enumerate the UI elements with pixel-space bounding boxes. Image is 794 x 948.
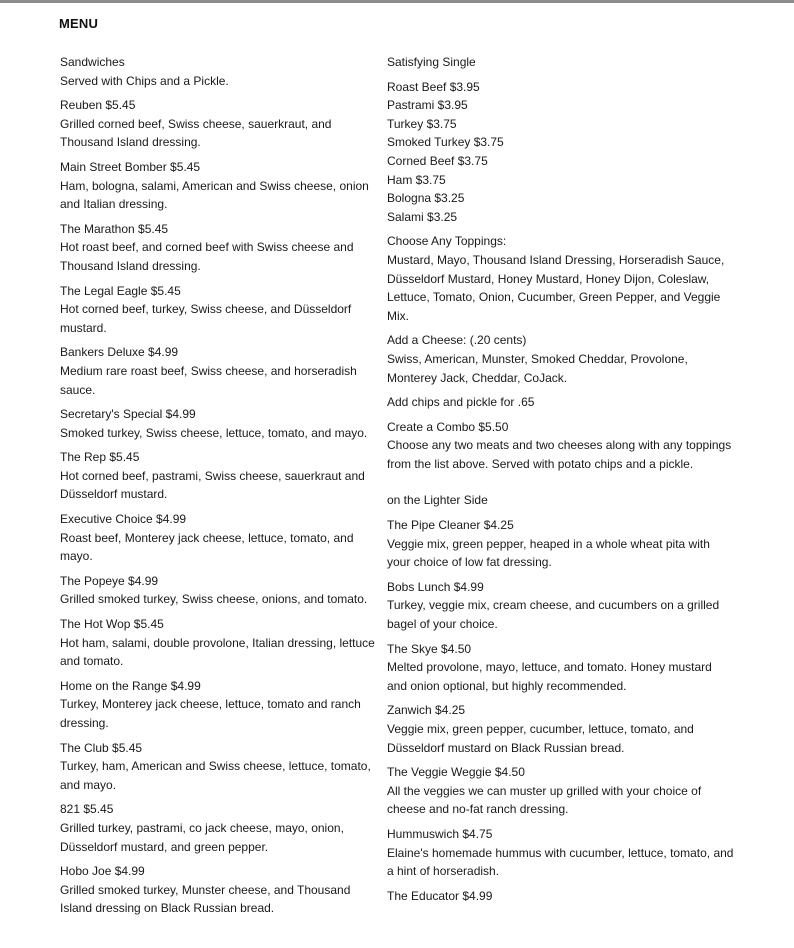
menu-item-heading: Executive Choice $4.99 [60,512,187,527]
menu-item-block [387,516,742,572]
menu-item-heading: Secretary's Special $4.99 [60,407,196,422]
menu-item-heading: Hummuswich $4.75 [387,826,493,841]
menu-item-block [60,405,380,442]
menu-item-block [387,331,742,387]
menu-item-heading: Reuben $5.45 [60,98,136,113]
menu-item-text: Düsseldorf Mustard, Honey Mustard, Honey Dijon, Coleslaw, [387,271,710,286]
menu-item-block [60,158,380,214]
menu-item-text: your choice of low fat dressing. [387,555,552,570]
menu-item-text: and Italian dressing. [60,197,168,212]
menu-item-text: Pastrami $3.95 [387,98,468,113]
menu-column-left [60,53,380,924]
menu-item-block [60,615,380,671]
menu-item-text: Smoked Turkey $3.75 [387,135,504,150]
menu-item-text: Roast beef, Monterey jack cheese, lettuce, tomato, and [60,530,354,545]
menu-item-text: Ham, bologna, salami, American and Swiss cheese, onion [60,178,369,193]
menu-item-heading: on the Lighter Side [387,493,488,508]
menu-item-block [60,282,380,338]
menu-item-text: Hot ham, salami, double provolone, Italian dressing, lettuce [60,635,375,650]
menu-item-block [60,343,380,399]
menu-item-text: and onion optional, but highly recommended. [387,678,627,693]
menu-item-text: from the list above. Served with potato chips and a pickle. [387,456,694,471]
menu-item-text: Lettuce, Tomato, Onion, Cucumber, Green Pepper, and Veggie [387,290,721,305]
menu-item-block [387,640,742,696]
menu-item-heading: Satisfying Single [387,55,476,69]
menu-item-block [387,418,742,474]
menu-item-block [60,572,380,609]
menu-item-text: Melted provolone, mayo, lettuce, and tomato. Honey mustard [387,660,712,675]
menu-item-heading: 821 $5.45 [60,802,114,817]
menu-item-text: Veggie mix, green pepper, cucumber, lettuce, tomato, and [387,722,694,736]
menu-item-heading: Sandwiches [60,55,125,69]
menu-item-text: Turkey, veggie mix, cream cheese, and cucumbers on a grilled [387,598,720,613]
menu-item-heading: Home on the Range $4.99 [60,678,201,693]
top-border [0,0,794,3]
menu-item-text: Hot roast beef, and corned beef with Swiss cheese and [60,240,354,255]
menu-item-text: Turkey $3.75 [387,116,457,131]
menu-item-block [60,739,380,795]
menu-item-block [387,78,742,227]
menu-item-text: mustard. [60,320,107,335]
menu-item-text: Mustard, Mayo, Thousand Island Dressing, Horseradish Sauce, [387,252,725,267]
menu-item-text: Turkey, Monterey jack cheese, lettuce, tomato and ranch [60,697,361,712]
menu-item-text: Salami $3.25 [387,209,458,224]
menu-item-text: Island dressing on Black Russian bread. [60,901,275,916]
menu-item-heading: The Legal Eagle $5.45 [60,283,181,298]
menu-item-block [60,677,380,733]
menu-item-text: dressing. [60,716,109,730]
menu-item-text: Ham $3.75 [387,172,446,187]
menu-item-text: and tomato. [60,654,124,669]
menu-item-text: Veggie mix, green pepper, heaped in a whole wheat pita with [387,536,710,551]
menu-item-heading: Add a Cheese: (.20 cents) [387,333,527,348]
menu-item-block [387,701,742,757]
menu-item-text: Smoked turkey, Swiss cheese, lettuce, tomato, and mayo. [60,425,368,440]
menu-item-text: Grilled corned beef, Swiss cheese, sauerkraut, and [60,116,332,131]
menu-item-heading: The Pipe Cleaner $4.25 [387,518,514,533]
menu-item-block [60,862,380,918]
menu-item-block [387,491,742,510]
menu-item-heading: Bankers Deluxe $4.99 [60,345,179,360]
menu-item-text: Choose any two meats and two cheeses along with any toppings [387,438,732,453]
menu-item-text: and mayo. [60,777,117,792]
menu-item-text: Corned Beef $3.75 [387,153,488,168]
menu-item-text: Elaine's homemade hummus with cucumber, lettuce, tomato, and [387,845,734,860]
menu-item-text: Thousand Island dressing. [60,135,201,150]
menu-item-text: Düsseldorf mustard, and green pepper. [60,839,269,854]
menu-item-block [387,53,742,72]
menu-item-block [387,825,742,881]
menu-item-block [387,887,742,906]
menu-item-text: Grilled smoked turkey, Munster cheese, and Thousand [60,882,351,897]
menu-item-heading: Main Street Bomber $5.45 [60,159,201,174]
menu-item-block [387,763,742,819]
menu-item-text: Mix. [387,308,409,323]
menu-item-text: Monterey Jack, Cheddar, CoJack. [387,370,568,385]
menu-item-block [387,393,742,412]
menu-item-heading: The Veggie Weggie $4.50 [387,765,525,780]
menu-item-text: Served with Chips and a Pickle. [60,73,229,88]
menu-item-text: sauce. [60,382,96,397]
menu-item-text: cheese and no-fat ranch dressing. [387,802,569,817]
menu-item-heading: Roast Beef $3.95 [387,79,480,94]
menu-item-heading: The Popeye $4.99 [60,573,159,588]
menu-item-text: All the veggies we can muster up grilled with your choice of [387,783,702,798]
menu-item-heading: The Skye $4.50 [387,641,472,656]
menu-item-heading: Bobs Lunch $4.99 [387,579,484,594]
menu-item-text: a hint of horseradish. [387,864,500,879]
menu-item-text: Thousand Island dressing. [60,258,201,273]
menu-item-text: Swiss, American, Munster, Smoked Cheddar, Provolone, [387,351,688,366]
menu-item-heading: Add chips and pickle for .65 [387,395,535,410]
menu-item-heading: The Educator $4.99 [387,888,493,903]
menu-item-block [387,232,742,325]
menu-item-heading: The Hot Wop $5.45 [60,617,164,632]
menu-item-text: Düsseldorf mustard. [60,487,168,502]
menu-item-text: Medium rare roast beef, Swiss cheese, and horseradish [60,363,357,378]
menu-item-text: Bologna $3.25 [387,191,465,206]
menu-item-heading: Zanwich $4.25 [387,703,466,718]
menu-item-text: Hot corned beef, turkey, Swiss cheese, and Düsseldorf [60,302,352,317]
menu-item-heading: The Rep $5.45 [60,450,140,465]
menu-item-text: Grilled turkey, pastrami, co jack cheese, mayo, onion, [60,820,344,835]
menu-item-block [60,510,380,566]
menu-item-block [60,220,380,276]
menu-item-block [60,96,380,152]
menu-item-text: Hot corned beef, pastrami, Swiss cheese, sauerkraut and [60,468,365,483]
menu-item-heading: Choose Any Toppings: [387,234,507,249]
menu-item-block [60,53,380,90]
menu-item-block [60,800,380,856]
menu-item-text: mayo. [60,549,93,564]
menu-item-heading: The Marathon $5.45 [60,221,169,236]
menu-item-block [60,448,380,504]
menu-item-text: Düsseldorf mustard on Black Russian bread. [387,740,625,755]
menu-item-text: Grilled smoked turkey, Swiss cheese, onions, and tomato. [60,592,368,607]
menu-item-heading: Hobo Joe $4.99 [60,864,145,879]
menu-column-right [387,53,742,911]
menu-item-heading: Create a Combo $5.50 [387,419,509,434]
menu-item-block [387,578,742,634]
menu-item-heading: The Club $5.45 [60,740,143,755]
menu-item-text: Turkey, ham, American and Swiss cheese, lettuce, tomato, [60,759,371,774]
menu-item-text: bagel of your choice. [387,617,498,632]
page-title: MENU [59,16,99,31]
